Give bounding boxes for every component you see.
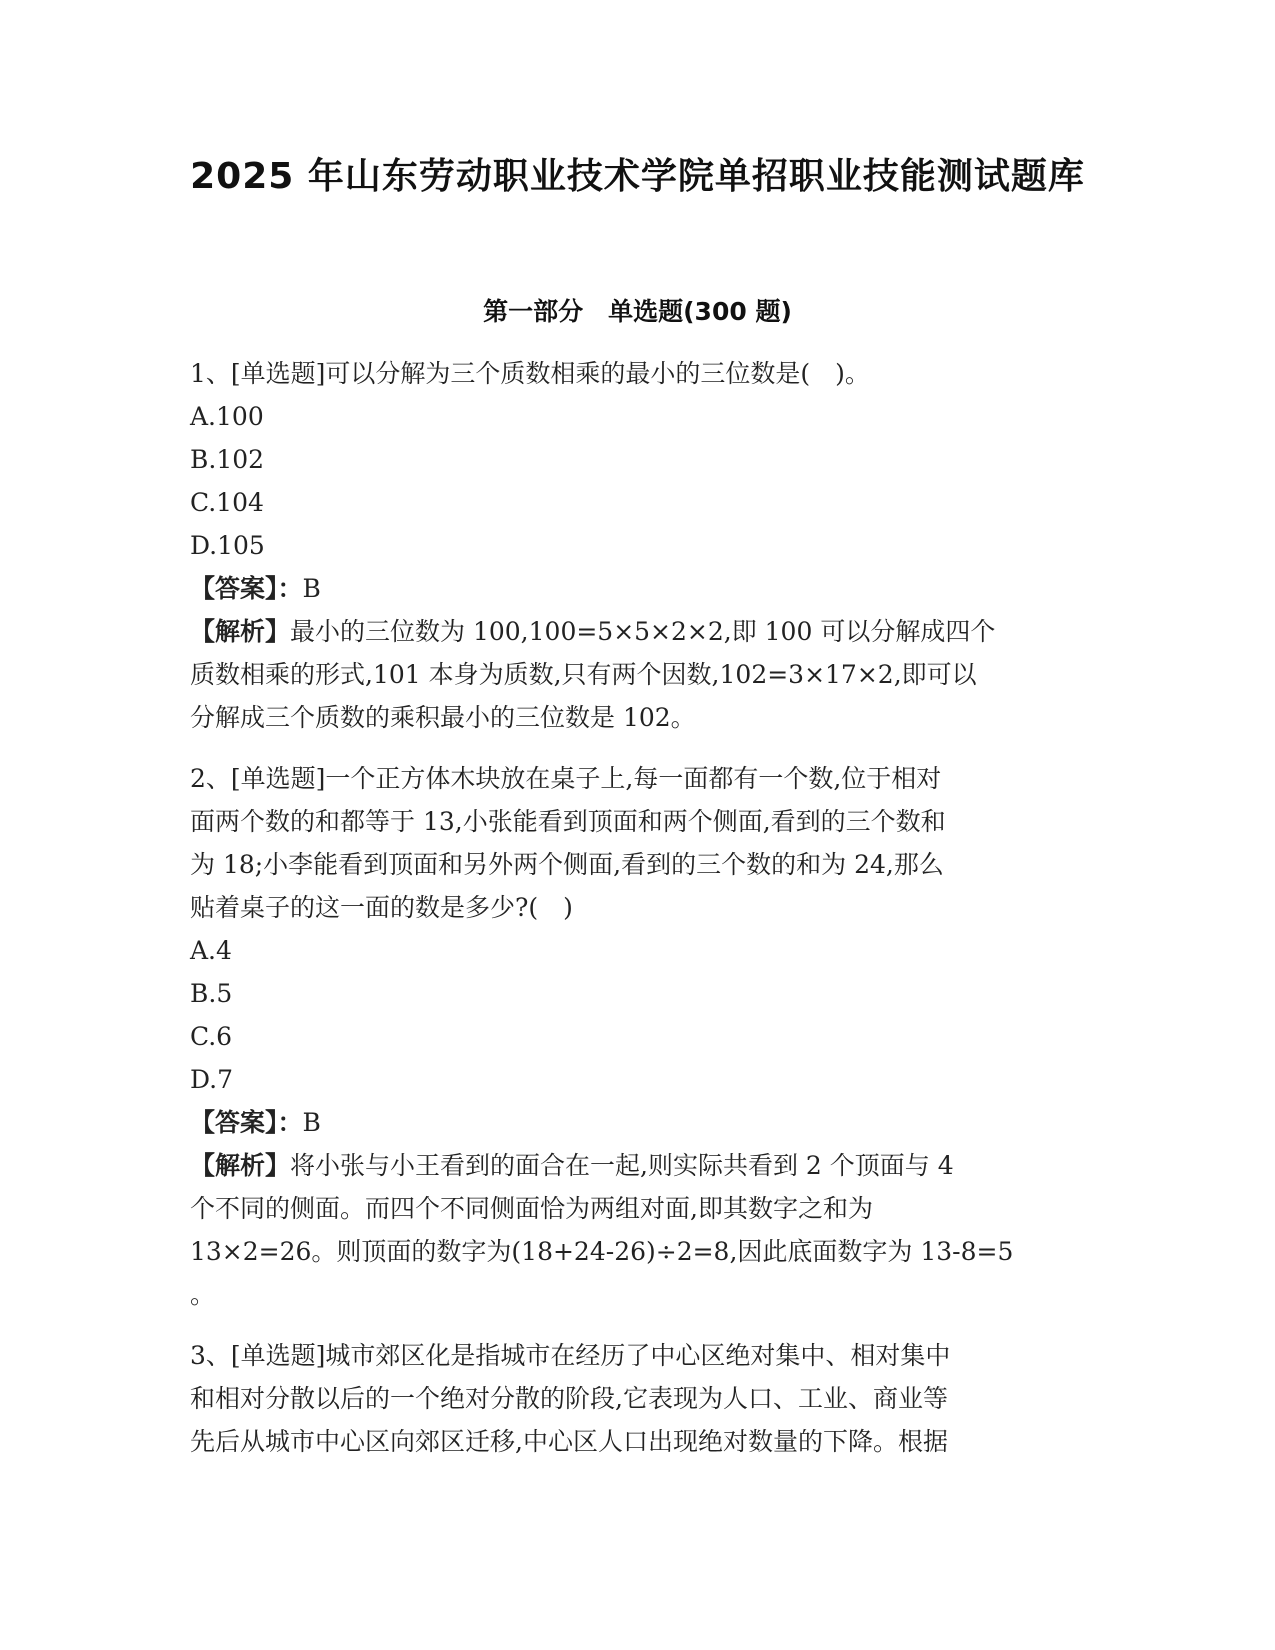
analysis-text: 将小张与小王看到的面合在一起,则实际共看到 2 个顶面与 4 — [290, 1151, 954, 1180]
question-stem: 2、[单选题]一个正方体木块放在桌子上,每一面都有一个数,位于相对 — [190, 764, 942, 793]
spacer — [190, 739, 1090, 757]
answer-line — [190, 567, 1090, 610]
analysis-label: 【解析】 — [190, 617, 291, 646]
question-stem: 为 18;小李能看到顶面和另外两个侧面,看到的三个数的和为 24,那么 — [190, 850, 944, 879]
question-stem: 3、[单选题]城市郊区化是指城市在经历了中心区绝对集中、相对集中 — [190, 1341, 951, 1370]
analysis-line — [190, 610, 1090, 653]
analysis-line: 。 — [190, 1280, 216, 1309]
analysis-text: 最小的三位数为 100,100=5×5×2×2,即 100 可以分解成四个 — [290, 617, 996, 646]
question-stem: 和相对分散以后的一个绝对分散的阶段,它表现为人口、工业、商业等 — [190, 1384, 948, 1413]
section-title: 第一部分 单选题(300 题) — [483, 297, 792, 326]
analysis-line: 13×2=26。则顶面的数字为(18+24-26)÷2=8,因此底面数字为 13-8=5 — [190, 1237, 1014, 1266]
option-d: D.7 — [190, 1065, 234, 1094]
question-2 — [190, 757, 1090, 1316]
option-d: D.105 — [190, 531, 265, 560]
analysis-label: 【解析】 — [190, 1151, 291, 1180]
question-stem: 先后从城市中心区向郊区迁移,中心区人口出现绝对数量的下降。根据 — [190, 1427, 948, 1456]
option-a: A.4 — [190, 936, 232, 965]
answer-label: 【答案】： — [190, 574, 303, 603]
option-a: A.100 — [190, 402, 264, 431]
analysis-line: 分解成三个质数的乘积最小的三位数是 102。 — [190, 703, 696, 732]
spacer — [190, 1316, 1090, 1334]
answer-value: B — [302, 1108, 321, 1137]
question-1 — [190, 352, 1090, 739]
question-stem: 1、[单选题]可以分解为三个质数相乘的最小的三位数是( )。 — [190, 359, 870, 388]
option-b: B.5 — [190, 979, 233, 1008]
answer-value: B — [302, 574, 321, 603]
analysis-line: 个不同的侧面。而四个不同侧面恰为两组对面,即其数字之和为 — [190, 1194, 873, 1223]
option-c: C.104 — [190, 488, 264, 517]
option-b: B.102 — [190, 445, 265, 474]
answer-label: 【答案】： — [190, 1108, 303, 1137]
analysis-line — [190, 1144, 1090, 1187]
analysis-line: 质数相乘的形式,101 本身为质数,只有两个因数,102=3×17×2,即可以 — [190, 660, 977, 689]
question-3 — [190, 1334, 1090, 1463]
option-c: C.6 — [190, 1022, 233, 1051]
document-title: 2025 年山东劳动职业技术学院单招职业技能测试题库 — [190, 156, 1085, 197]
question-list — [190, 352, 1090, 1463]
question-stem: 面两个数的和都等于 13,小张能看到顶面和两个侧面,看到的三个数和 — [190, 807, 946, 836]
answer-line — [190, 1101, 1090, 1144]
question-stem: 贴着桌子的这一面的数是多少?( ) — [190, 893, 573, 922]
